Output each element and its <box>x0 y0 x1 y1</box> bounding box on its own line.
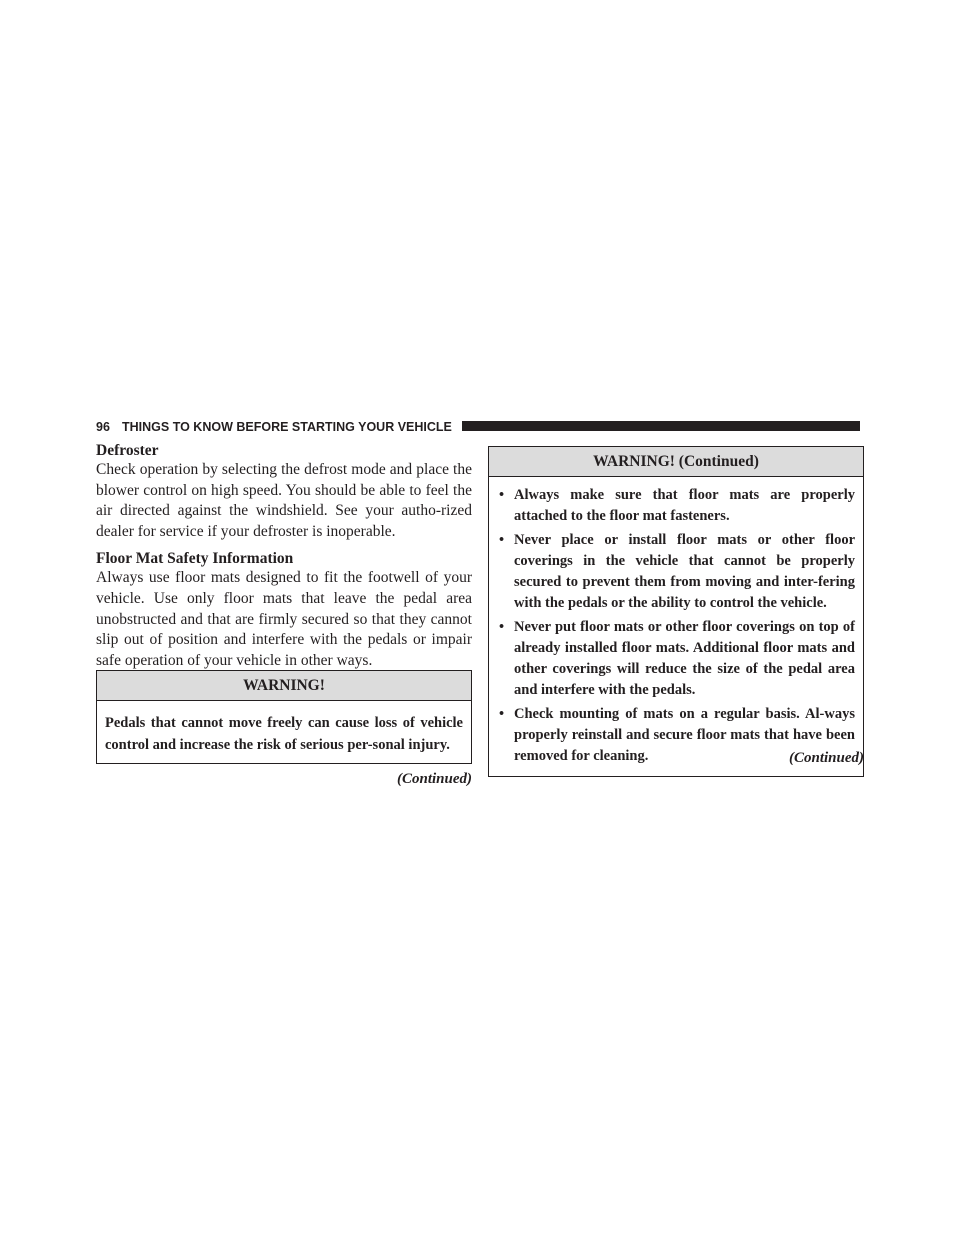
list-item-text: Never put floor mats or other floor coverings on top of already installed floor mats. Additional floor mats and other coverings will reduce the size of the pedal area and interfere with the pedals. <box>514 619 855 698</box>
list-item <box>497 485 855 527</box>
continued-label-2: (Continued) <box>788 750 864 766</box>
continued-label-1: (Continued) <box>396 771 472 787</box>
bullet-icon: • <box>499 706 505 722</box>
warning-bullet-list <box>489 477 863 776</box>
list-item <box>497 617 855 701</box>
section-title: THINGS TO KNOW BEFORE STARTING YOUR VEHICLE <box>122 420 452 434</box>
bullet-icon: • <box>499 532 505 548</box>
warning-box-1 <box>96 670 472 764</box>
header-rule <box>462 421 860 431</box>
page-number: 96 <box>96 420 110 434</box>
warning-title-2: WARNING! (Continued) <box>489 447 863 477</box>
warning-body-1: Pedals that cannot move freely can cause loss of vehicle control and increase the risk of serious per-sonal injury. <box>105 715 463 753</box>
floor-mat-text: Always use floor mats designed to fit the footwell of your vehicle. Use only floor mats that leave the pedal area unobstructed and that are firmly secured so that they cannot slip out of position and interfere with the pedals or impair safe operation of your vehicle in other ways. <box>96 569 472 669</box>
defroster-text: Check operation by selecting the defrost mode and place the blower control on high speed. You should be able to feel the air directed against the windshield. See your autho-rized dealer for service if your defroster is inoperable. <box>96 461 472 540</box>
defroster-heading: Defroster <box>96 442 159 459</box>
list-item-text: Always make sure that floor mats are properly attached to the floor mat fasteners. <box>514 487 855 524</box>
warning-box-2 <box>488 446 864 777</box>
bullet-icon: • <box>499 619 505 635</box>
bullet-icon: • <box>499 487 505 503</box>
left-column <box>96 441 472 671</box>
warning-title-1: WARNING! <box>97 671 471 701</box>
list-item-text: Never place or install floor mats or other floor coverings in the vehicle that cannot be properly secured to prevent them from moving and inter-fering with the pedals or the ability to control the vehicle. <box>514 532 855 611</box>
floor-mat-heading: Floor Mat Safety Information <box>96 550 294 568</box>
list-item <box>497 530 855 614</box>
list-item-text: Check mounting of mats on a regular basis. Al-ways properly reinstall and secure floor mats that have been removed for cleaning. <box>514 706 855 764</box>
page-header <box>96 418 864 436</box>
